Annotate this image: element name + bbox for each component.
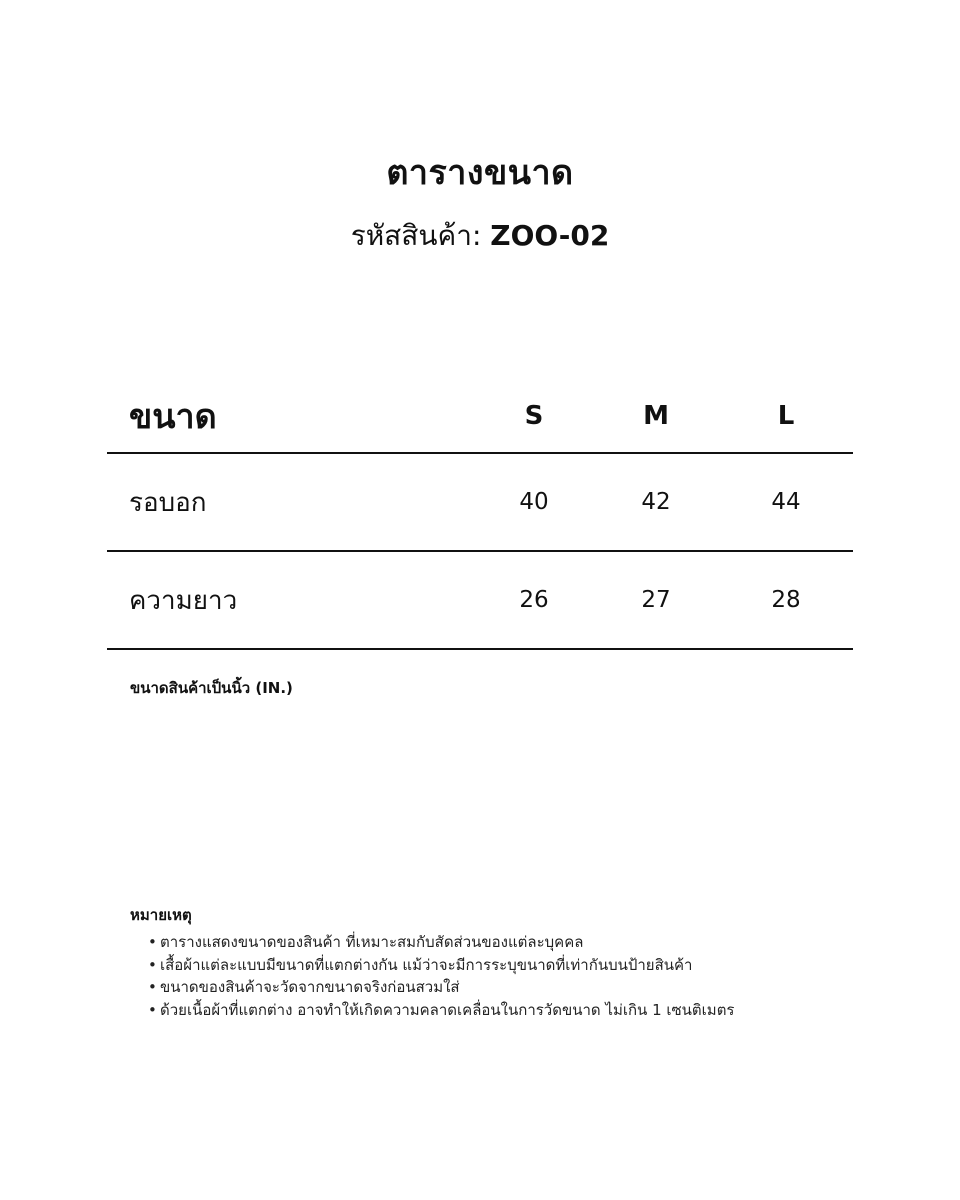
- note-item: • ด้วยเนื้อผ้าที่แตกต่าง อาจทำให้เกิดความคลาดเคลื่อนในการวัดขนาด ไม่เกิน 1 เซนติเมตร: [148, 999, 735, 1022]
- bullet-icon: •: [148, 978, 157, 996]
- cell-value: 28: [771, 587, 801, 613]
- cell-value: 42: [641, 489, 671, 515]
- notes-title: หมายเหตุ: [130, 906, 192, 924]
- notes-section: [130, 903, 735, 1021]
- page-title: ตารางขนาด: [386, 153, 574, 193]
- cell-value: 40: [519, 489, 549, 515]
- column-header-size: ขนาด: [129, 397, 217, 437]
- bullet-icon: •: [148, 955, 157, 974]
- note-item: • ขนาดของสินค้าจะวัดจากขนาดจริงก่อนสวมใส่: [148, 976, 735, 999]
- bullet-icon: •: [148, 933, 157, 951]
- cell-value: 27: [641, 587, 671, 613]
- table-row-chest: [107, 454, 853, 552]
- note-item: • ตารางแสดงขนาดของสินค้า ที่เหมาะสมกับสัดส่วนของแต่ละบุคคล: [148, 931, 735, 954]
- column-header-m: M: [643, 401, 669, 431]
- note-item: • เสื้อผ้าแต่ละแบบมีขนาดที่แตกต่างกัน แม้ว่าจะมีการระบุขนาดที่เท่ากันบนป้ายสินค้า: [148, 954, 735, 977]
- column-header-s: S: [524, 401, 544, 431]
- size-table: [107, 380, 853, 650]
- cell-value: 26: [519, 587, 549, 613]
- product-code-label: รหัสสินค้า:: [350, 219, 482, 252]
- notes-list: [130, 931, 735, 1021]
- product-code-line: [0, 214, 960, 258]
- row-label: รอบอก: [129, 487, 207, 518]
- bullet-icon: •: [148, 1000, 157, 1019]
- table-header-row: [107, 380, 853, 454]
- table-row-length: [107, 552, 853, 650]
- row-label: ความยาว: [129, 585, 238, 616]
- cell-value: 44: [771, 489, 801, 515]
- column-header-l: L: [777, 401, 795, 431]
- unit-note: ขนาดสินค้าเป็นนิ้ว (IN.): [130, 679, 293, 697]
- product-code: ZOO-02: [490, 219, 610, 252]
